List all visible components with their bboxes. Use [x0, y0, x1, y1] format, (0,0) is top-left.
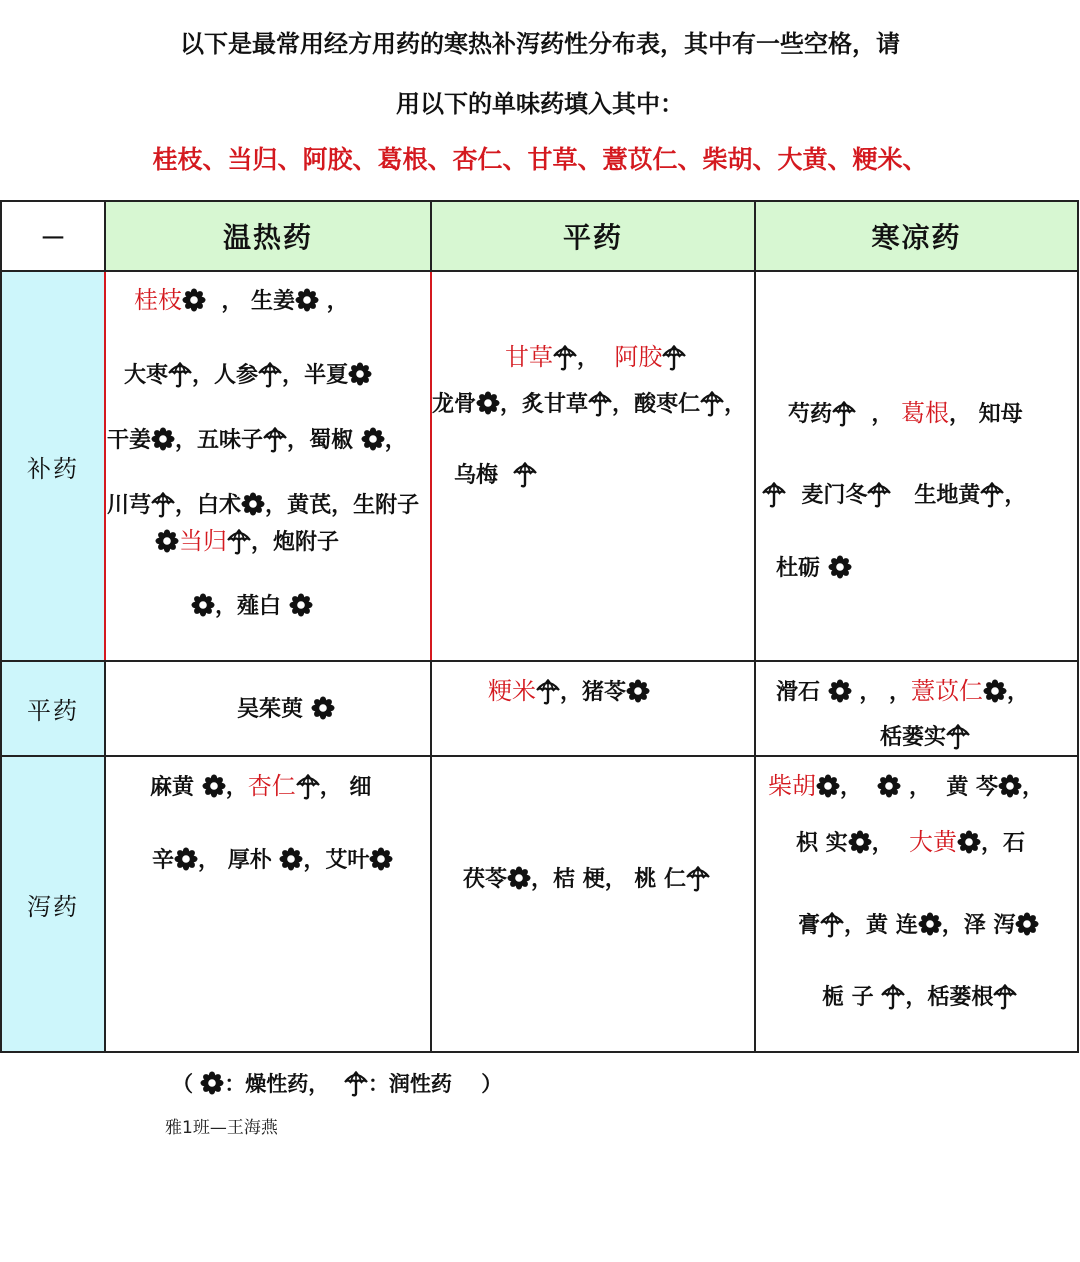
- herb-zexie: 泽 泻: [963, 912, 1016, 938]
- herb-line: 干姜 ，五味子 ，蜀椒 ，: [107, 427, 407, 453]
- herb-renshen: 人参: [214, 362, 259, 388]
- herb-aiye: 艾叶: [325, 847, 370, 873]
- legend-close: ）: [481, 1071, 503, 1096]
- herb-line: 柴胡 ， ， 黄 芩 ，: [768, 772, 1044, 800]
- red-divider: [430, 272, 432, 660]
- herb-chuanxiong: 川芎: [107, 492, 152, 518]
- col-header-cold: 寒凉药: [756, 202, 1077, 270]
- herb-jingmi: 粳米: [488, 677, 536, 705]
- intro-line-1: 以下是最常用经方用药的寒热补泻药性分布表，其中有一些空格，请: [180, 30, 900, 58]
- herb-dahuang: 大黄: [909, 828, 957, 856]
- herb-line: 枳 实 ， 大黄 ，石: [796, 828, 1026, 856]
- herb-xiebai: 薤白: [237, 593, 282, 619]
- herb-line: 膏 ，黄 连 ，泽 泻: [798, 910, 1039, 940]
- herb-shengjiang: 生姜: [250, 288, 295, 314]
- sun-icon: [626, 677, 650, 705]
- herb-baizhu: 白术: [197, 492, 242, 518]
- sun-icon: [348, 360, 372, 388]
- red-divider: [104, 272, 106, 660]
- corner-cell: －: [39, 223, 66, 254]
- herb-chaihu: 柴胡: [768, 772, 816, 800]
- sun-icon: [200, 1069, 224, 1097]
- herb-gegen: 葛根: [901, 399, 949, 427]
- herb-line: [880, 722, 970, 752]
- umbrella-icon: [662, 343, 686, 371]
- row-header-neutral: 平药: [2, 662, 104, 755]
- sun-icon: [174, 845, 198, 873]
- herb-mahuang: 麻黄: [150, 774, 195, 800]
- herb-line: [454, 460, 537, 490]
- umbrella-icon: [263, 425, 287, 453]
- herb-wumei: 乌梅: [454, 462, 499, 488]
- grid-line: [2, 270, 1077, 272]
- umbrella-icon: [553, 343, 577, 371]
- grid-line: [754, 202, 756, 1051]
- legend-open: （: [172, 1071, 193, 1096]
- herb-yiyiren: 薏苡仁: [911, 677, 984, 705]
- herb-huanglian: 黄 连: [866, 912, 918, 938]
- umbrella-icon: [588, 389, 612, 417]
- sun-icon: [202, 772, 226, 800]
- herb-shengfuzi: 生附子: [353, 492, 420, 518]
- herb-zhimu: 知母: [978, 401, 1023, 427]
- herb-gualoushi: 栝蒌实: [880, 724, 947, 750]
- herb-danggui: 当归: [179, 527, 227, 555]
- herb-shigao-b: 膏: [798, 912, 821, 938]
- herb-huashi: 滑石: [776, 679, 821, 705]
- sun-icon: [918, 910, 942, 938]
- herb-shujiao: 蜀椒: [309, 427, 354, 453]
- cell-neutral-neutral: 粳米 ，猪苓: [488, 676, 650, 707]
- cell-neutral-warm: [237, 694, 335, 724]
- umbrella-icon: [536, 677, 560, 705]
- herb-huangqin: 黄 芩: [946, 774, 998, 800]
- sun-icon: [191, 591, 215, 619]
- sun-icon: [983, 677, 1007, 705]
- answer-list: 桂枝、当归、阿胶、葛根、杏仁、甘草、薏苡仁、柴胡、大黄、粳米、: [152, 145, 928, 174]
- herb-line: 大枣 ，人参 ，半夏: [124, 360, 372, 390]
- herb-line: 当归 ，炮附子: [155, 526, 339, 557]
- herb-line: 麦门冬 生地黄 ，: [762, 480, 1026, 510]
- umbrella-icon: [168, 360, 192, 388]
- umbrella-icon: [867, 480, 891, 508]
- umbrella-icon: [993, 982, 1017, 1010]
- herb-longgu: 龙骨: [432, 391, 477, 417]
- herb-line: 栀 子 ，栝蒌根: [822, 982, 1017, 1012]
- legend-moist-label: ：润性药: [367, 1071, 452, 1096]
- sun-icon: [151, 425, 175, 453]
- herb-line: [776, 553, 852, 583]
- herb-xingren: 杏仁: [247, 772, 296, 800]
- herb-paofuzi: 炮附子: [273, 529, 340, 555]
- row-header-tonify: 补药: [2, 272, 104, 660]
- sun-icon: [241, 490, 265, 518]
- grid-line: [2, 660, 1077, 662]
- sun-icon: [848, 828, 872, 856]
- herb-ejiao: 阿胶: [614, 343, 663, 371]
- sun-icon: [289, 591, 313, 619]
- herb-zhizi: 栀 子: [822, 984, 874, 1010]
- herb-maimendong: 麦门冬: [801, 482, 868, 508]
- sun-icon: [828, 677, 852, 705]
- sun-icon: [279, 845, 303, 873]
- herb-suanzaoren: 酸枣仁: [634, 391, 701, 417]
- herb-zhigancao: 炙甘草: [522, 391, 589, 417]
- herb-line: 麻黄 ，杏仁 ， 细: [150, 772, 372, 800]
- herb-line: 滑石 ， ，薏苡仁 ，: [776, 677, 1030, 705]
- herb-wuweizi: 五味子: [197, 427, 264, 453]
- cell-purge-neutral: 茯苓 ，桔 梗， 桃 仁: [463, 864, 710, 894]
- herb-zhuling: 猪苓: [582, 679, 627, 705]
- sun-icon: [476, 389, 500, 417]
- sun-icon: [828, 553, 852, 581]
- herb-line: 龙骨 ，炙甘草 ，酸枣仁 ，: [432, 391, 747, 417]
- herb-xixin-b: 辛: [152, 847, 175, 873]
- umbrella-icon: [946, 722, 970, 750]
- herb-line: ，薤白: [191, 591, 313, 621]
- umbrella-icon: [762, 480, 786, 508]
- herb-line: 川芎 ，白术 ，黄芪，生附子: [107, 492, 420, 518]
- herb-shigao-a: 石: [1003, 830, 1026, 856]
- herb-line: 桂枝 ， 生姜 ，: [134, 286, 349, 314]
- umbrella-icon: [296, 772, 320, 800]
- sun-icon: [311, 694, 335, 722]
- herb-jiegeng: 桔 梗: [553, 866, 605, 892]
- herb-line: 甘草 ， 阿胶: [505, 342, 686, 373]
- sun-icon: [507, 864, 531, 892]
- herb-shaoyao: 芍药: [788, 401, 833, 427]
- sun-icon: [295, 286, 319, 314]
- sun-icon: [182, 286, 206, 314]
- herb-banxia: 半夏: [304, 362, 349, 388]
- col-header-warm: 温热药: [106, 202, 430, 270]
- herb-guizhi: 桂枝: [134, 286, 182, 314]
- sun-icon: [998, 772, 1022, 800]
- sun-icon: [1015, 910, 1039, 938]
- herb-taoren: 桃 仁: [634, 866, 687, 892]
- legend-dry-label: ：燥性药，: [224, 1071, 330, 1096]
- herb-ganjiang: 干姜: [107, 427, 152, 453]
- herb-muli: 杜砺: [776, 555, 821, 581]
- sun-icon: [361, 425, 385, 453]
- umbrella-icon: [700, 389, 724, 417]
- sun-icon: [155, 527, 179, 555]
- herb-zhishi: 枳 实: [796, 830, 848, 856]
- herb-wuzhuyu: 吴茱萸: [237, 696, 304, 722]
- herb-houpo: 厚朴: [227, 847, 272, 873]
- herb-line: 芍药 ， 葛根， 知母: [788, 399, 1023, 427]
- umbrella-icon: [832, 399, 856, 427]
- umbrella-icon: [227, 527, 251, 555]
- umbrella-icon: [980, 480, 1004, 508]
- umbrella-icon: [258, 360, 282, 388]
- sun-icon: [369, 845, 393, 873]
- herb-dazao: 大枣: [124, 362, 169, 388]
- umbrella-icon: [881, 982, 905, 1010]
- col-header-neutral: 平药: [432, 202, 754, 270]
- herb-gualougen: 栝蒌根: [927, 984, 994, 1010]
- herb-gancao: 甘草: [505, 343, 553, 371]
- intro-line-2: 用以下的单味药填入其中：: [396, 90, 684, 118]
- herb-fuling: 茯苓: [463, 866, 508, 892]
- herb-xixin-a: 细: [349, 774, 372, 800]
- umbrella-icon: [151, 490, 175, 518]
- umbrella-icon: [686, 864, 710, 892]
- umbrella-icon: [513, 460, 537, 488]
- herb-line: 辛 ， 厚朴 ，艾叶: [152, 845, 393, 875]
- row-header-purge: 泻药: [2, 757, 104, 1051]
- herb-shengdihuang: 生地黄: [914, 482, 981, 508]
- sun-icon: [877, 772, 901, 800]
- author-credit: 雅1班—王海燕: [165, 1118, 278, 1138]
- grid-line: [2, 755, 1077, 757]
- sun-icon: [816, 772, 840, 800]
- herb-huangqi: 黄芪: [287, 492, 332, 518]
- umbrella-icon: [344, 1069, 368, 1097]
- legend: [172, 1068, 502, 1098]
- sun-icon: [957, 828, 981, 856]
- umbrella-icon: [820, 910, 844, 938]
